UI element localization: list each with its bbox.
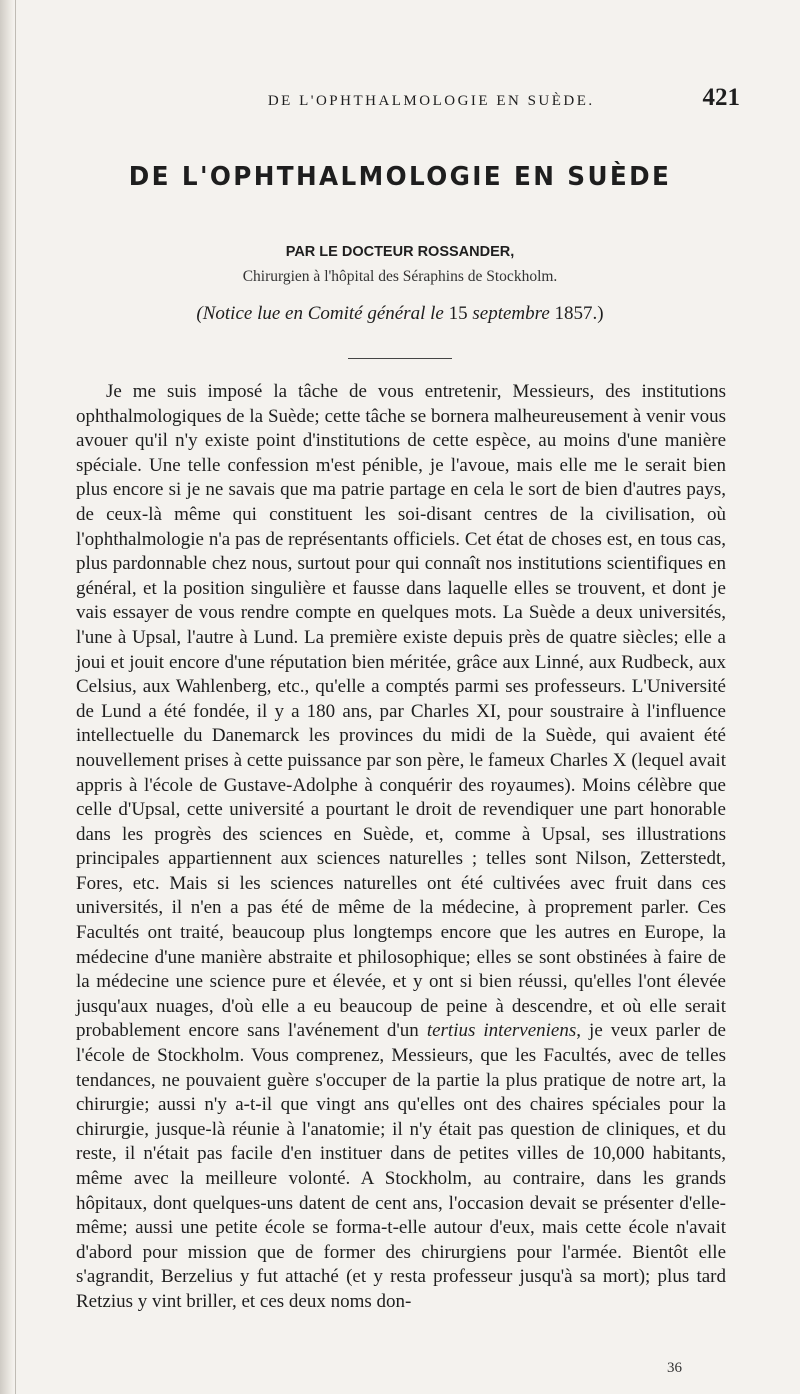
page-number: 421 (702, 84, 740, 111)
page-edge (15, 0, 16, 1394)
article-body (76, 380, 726, 1315)
italic-phrase: tertius interveniens (426, 1020, 577, 1042)
body-paragraph (76, 380, 726, 1315)
paragraph-continued: , je veux parler de l'école de Stockholm. Vous comprenez, Messieurs, que les Facultés, avec de telles tendances, ne pouvaient guère s'occuper de la partie la plus pratique de notre art, la chirurgie; aussi n'y a-t-il que vingt ans qu'elles ont des chaires spéciales pour la chirurgie, jusque-là réunie à l'anatomie; il n'y était pas question de cliniques, et du reste, il n'était pas facile d'en instituer dans de petites villes de 10,000 habitants, même avec la meilleure volonté. A Stockholm, au contraire, dans les grands hôpitaux, dont quelques-uns datent de cent ans, l'occasion devait se présenter d'elle-même; aussi une petite école se forma-t-elle autour d'eux, mais cette école n'avait d'abord pour mission que de former des chirurgiens pour l'armée. Bientôt elle s'agrandit, Berzelius y fut attaché (et y resta professeur jusqu'à sa mort); plus tard Retzius y vint briller, et ces deux noms don- (76, 1020, 726, 1312)
note-prefix: (Notice lue en Comité général le (196, 303, 449, 324)
running-head (100, 84, 740, 112)
running-title: DE L'OPHTHALMOLOGIE EN SUÈDE. (267, 93, 595, 109)
note-date: 15 (448, 303, 468, 324)
reading-note (0, 303, 800, 325)
note-year: 1857 (554, 303, 593, 324)
paragraph-text: Je me suis imposé la tâche de vous entretenir, Messieurs, des institutions ophthalmologiques de la Suède; cette tâche se bornera malheureusement à venir vous avouer qu'il n'y existe point d'institutions de cette espèce, au moins d'une manière spéciale. Une telle confession m'est pénible, je l'avoue, mais elle me le serait bien plus encore si je ne savais que ma patrie partage en cela le sort de bien d'autres pays, de ceux-là même qui constituent les soi-disant centres de la civilisation, où l'ophthalmologie n'a pas de représentants officiels. Cet état de choses est, en tous cas, plus pardonnable chez nous, surtout pour qui connaît nos institutions scientifiques en général, et la position singulière et fausse dans laquelle elles se trouvent, et dont je vais essayer de vous rendre compte en quelques mots. La Suède a deux universités, l'une à Upsal, l'autre à Lund. La première existe depuis près de quatre siècles; elle a joui et jouit encore d'une réputation bien méritée, grâce aux Linné, aux Rudbeck, aux Celsius, aux Wahlenberg, etc., qu'elle a comptés parmi ses professeurs. L'Université de Lund a été fondée, il y a 180 ans, par Charles XI, pour soustraire à l'influence intellectuelle du Danemarck les provinces du midi de la Suède, qui avaient été nouvellement prises à cette puissance par son père, le fameux Charles X (lequel avait appris à l'école de Gustave-Adolphe à conquérir des royaumes). Moins célèbre que celle d'Upsal, cette université a pourtant le droit de revendiquer une part honorable dans les progrès des sciences en Suède, et, comme à Upsal, ses illustrations principales appartiennent aux sciences naturelles ; telles sont Nilson, Zetterstedt, Fores, etc. Mais si les sciences naturelles ont été cultivées avec fruit dans ces universités, il n'en a pas été de même de la médecine, à proprement parler. Ces Facultés ont traité, beaucoup plus longtemps encore que les autres en Europe, la médecine d'une manière abstraite et philosophique; elles se sont obstinées à faire de la médecine une science pure et élevée, et y ont si bien réussi, qu'elles l'ont élevée jusqu'aux nuages, d'où elle a eu beaucoup de peine à descendre, et où elle serait probablement encore sans l'avénement d'un (76, 381, 726, 1042)
note-suffix: .) (592, 303, 604, 324)
article-title: DE L'OPHTHALMOLOGIE EN SUÈDE (128, 162, 672, 192)
book-spine-shadow (0, 0, 14, 1394)
signature-mark: 36 (667, 1360, 682, 1376)
title-separator-rule (348, 358, 452, 359)
note-month: septembre (467, 303, 555, 324)
author-byline: PAR LE DOCTEUR ROSSANDER, (285, 244, 515, 260)
author-affiliation: Chirurgien à l'hôpital des Séraphins de Stockholm. (242, 268, 558, 285)
